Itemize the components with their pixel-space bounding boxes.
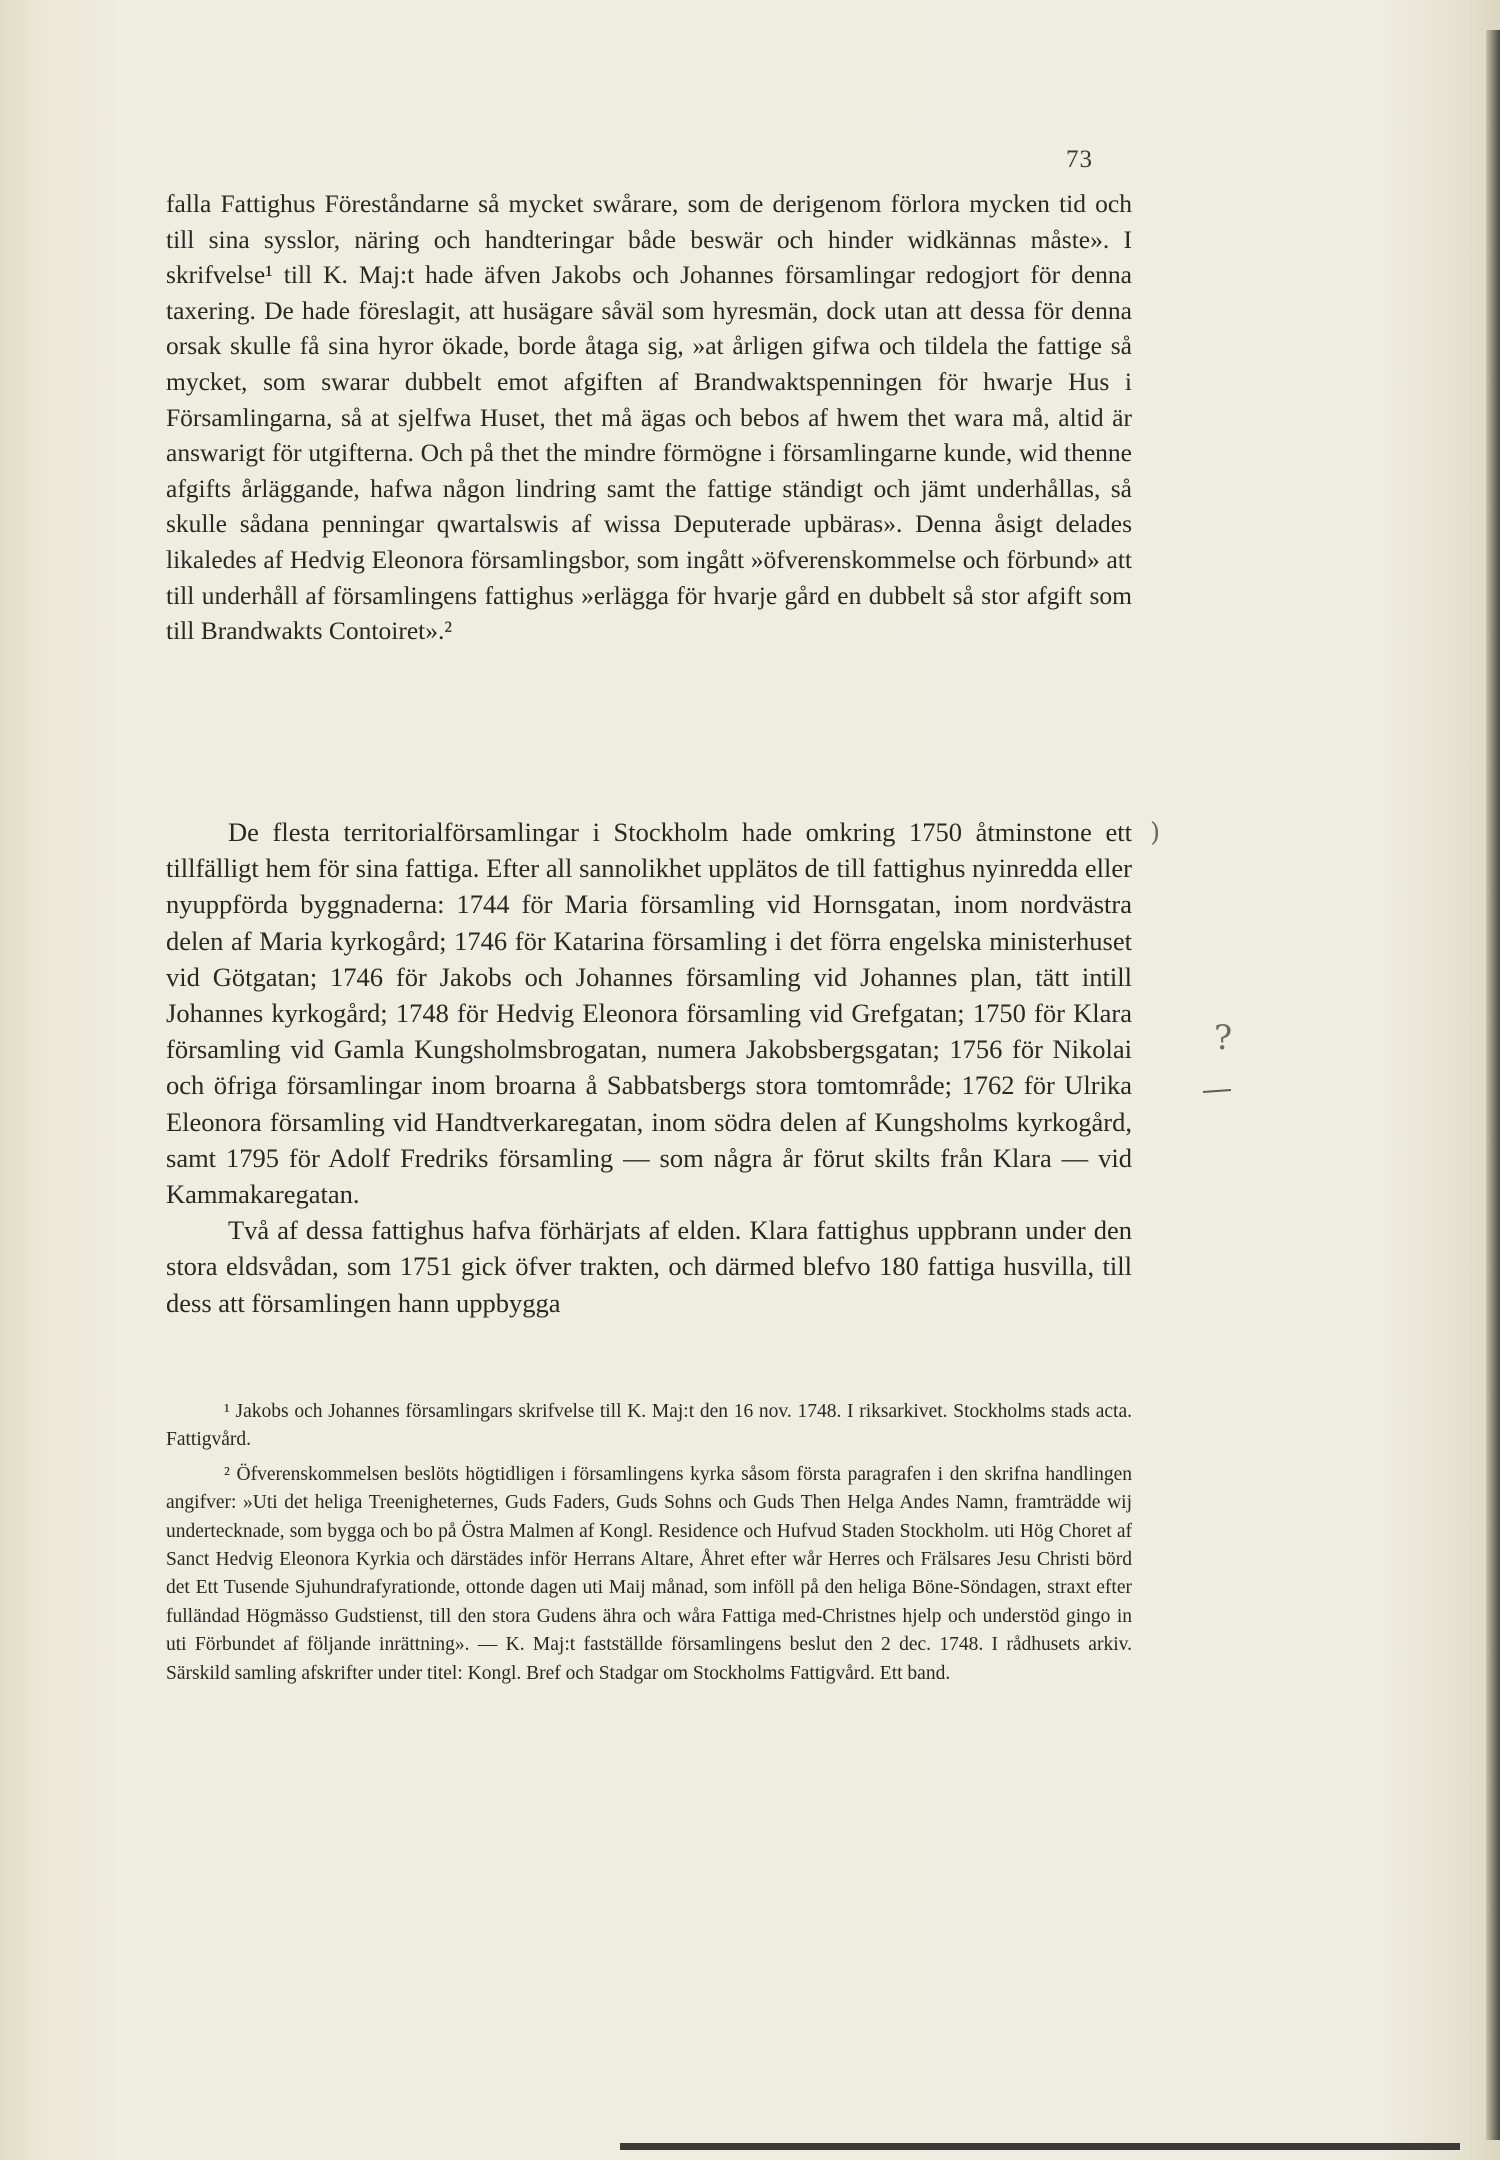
body-text-top — [166, 186, 1132, 649]
paragraph-fattighus-list: De flesta territorialförsamlingar i Stockholm hade omkring 1750 åtminstone ett tillfälligt hem för sina fattiga. Efter all sannolikhet upplätos de till fattighus nyinredda eller nyuppförda byggnaderna: 1744 för Maria församling vid Hornsgatan, inom nordvästra delen af Maria kyrkogård; 1746 för Katarina församling i det förra engelska ministerhuset vid Götgatan; 1746 för Jakobs och Johannes församling vid Johannes plan, tätt intill Johannes kyrkogård; 1748 för Hedvig Eleonora församling vid Grefgatan; 1750 för Klara församling vid Gamla Kungsholmsbrogatan, numera Jakobsbergsgatan; 1756 för Nikolai och öfriga församlingar inom broarna å Sabbatsbergs stora tomtområde; 1762 för Ulrika Eleonora församling vid Handtverkaregatan, inom södra delen af Kungsholms kyrkogård, samt 1795 för Adolf Fredriks församling — som några år förut skilts från Klara — vid Kammakaregatan. — [166, 817, 1132, 1210]
paragraph-fires: Två af dessa fattighus hafva förhärjats af elden. Klara fattighus uppbrann under den stora eldsvådan, som 1751 gick öfver trakten, och därmed blefvo 180 fattiga husvilla, till dess att församlingen hann uppbygga — [166, 1215, 1132, 1318]
page-edge-shadow — [1486, 30, 1500, 2140]
margin-mark-question: ? — [1214, 1018, 1233, 1058]
page-number: 73 — [1066, 146, 1093, 173]
footnote-2: ² Öfverenskommelsen beslöts högtidligen i församlingens kyrka såsom första paragrafen i den skrifna handlingen angifver: »Uti det heliga Treenigheternes, Guds Faders, Guds Sohns och Guds Then Helga Andes Namn, framträdde wij undertecknade, som bygga och bo på Östra Malmen af Kongl. Residence och Hufvud Staden Stockholm. uti Hög Choret af Sanct Hedvig Eleonora Kyrkia och därstädes inför Herrans Altare, Åhret efter wår Herres och Frälsares Jesu Christi börd det Ett Tusende Sjuhundrafyrationde, ottonde dagen uti Maij månad, som inföll på den heliga Böne-Söndagen, straxt efter fulländad Högmässo Gudstienst, till den stora Gudens ähra och wåra Fattiga med-Christnes hjelp och understöd gingo in uti Förbundet af följande inrättning». — K. Maj:t fastställde församlingens beslut den 2 dec. 1748. I rådhusets arkiv. Särskild samling afskrifter under titel: Kongl. Bref och Stadgar om Stockholms Fattigvård. Ett band. — [166, 1463, 1132, 1684]
footnote-1: ¹ Jakobs och Johannes församlingars skrifvelse till K. Maj:t den 16 nov. 1748. I riksarkivet. Stockholms stads acta. Fattigvård. — [166, 1401, 1132, 1451]
paragraph-continued: falla Fattighus Föreståndarne så mycket swårare, som de derigenom förlora mycken tid och till sina sysslor, näring och handteringar både beswär och hinder widkännas måste». I skrifvelse¹ till K. Maj:t hade äfven Jakobs och Johannes församlingar redogjort för denna taxering. De hade föreslagit, att husägare såväl som hyresmän, dock utan att dessa för denna orsak skulle få sina hyror ökade, borde åtaga sig, »at årligen gifwa och tildela the fattige så mycket, som swarar dubbelt emot afgiften af Brandwaktspenningen för hwarje Hus i Församlingarna, så at sjelfwa Huset, thet må ägas och bebos af hwem thet wara må, altid är answarigt för utgifterna. Och på thet the mindre förmögne i församlingarne kunde, wid thenne afgifts årläggande, hafwa någon lindring samt the fattige ständigt och jämt underhållas, så skulle sådana penningar qwartalswis af wissa Deputerade upbäras». Denna åsigt delades likaledes af Hedvig Eleonora församlingsbor, som ingått »öfverenskommelse och förbund» att till underhåll af församlingens fattighus »erlägga för hvarje gård en dubbelt så stor afgift som till Brandwakts Contoiret».² — [166, 189, 1132, 646]
margin-mark-bracket: ) — [1150, 818, 1161, 848]
margin-mark-dash — [1203, 1089, 1231, 1093]
body-text-main — [166, 814, 1132, 1321]
footnotes — [166, 1398, 1132, 1688]
page-bottom-edge — [620, 2143, 1460, 2150]
